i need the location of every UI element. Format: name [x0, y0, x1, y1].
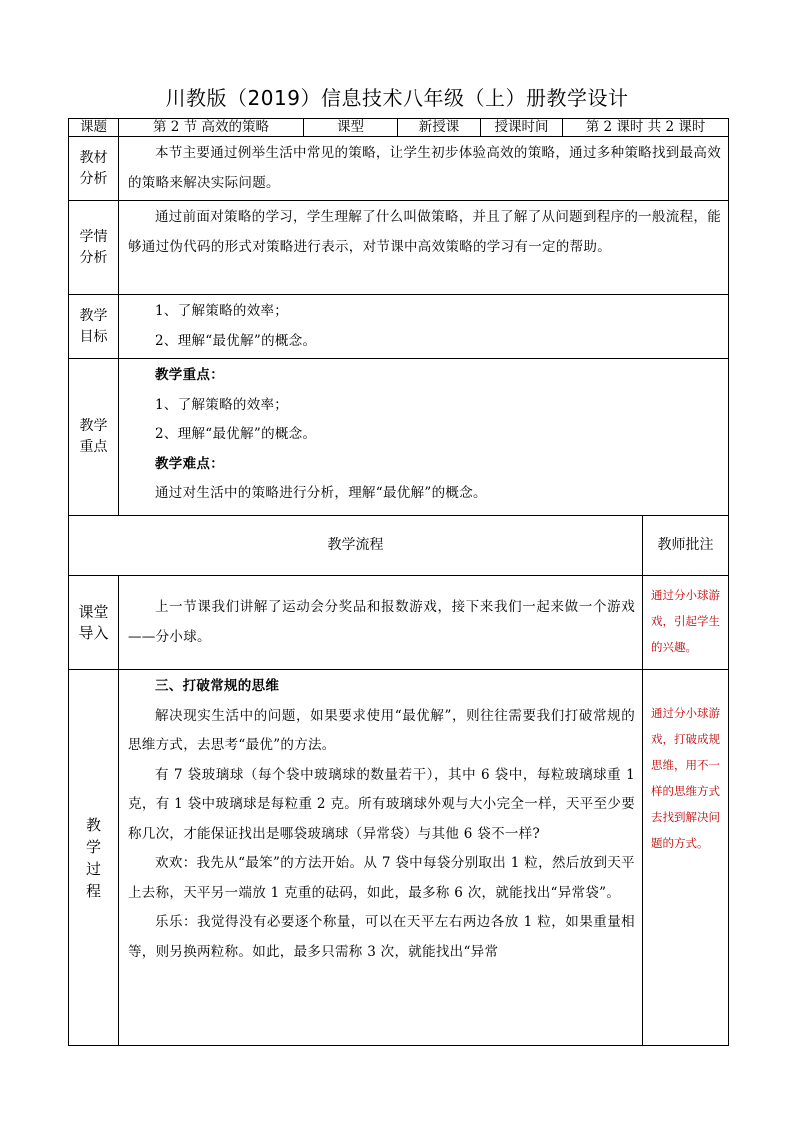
material-row [69, 137, 729, 201]
material-text: 本节主要通过例举生活中常见的策略，让学生初步体验高效的策略，通过多种策略找到最高效的策略来解决实际问题。 [128, 145, 722, 191]
material-label: 教材 分析 [69, 137, 119, 201]
page-title: 川教版（2019）信息技术八年级（上）册教学设计 [165, 86, 629, 110]
students-row [69, 201, 729, 295]
time-label: 授课时间 [481, 119, 563, 137]
goal-item: 1、了解策略的效率； [155, 303, 289, 319]
students-text: 通过前面对策略的学习，学生理解了什么叫做策略，并且了解了从问题到程序的一般流程，能够通过伪代码的形式对策略进行表示，对节课中高效策略的学习有一定的帮助。 [128, 209, 722, 255]
difficulty-text: 通过对生活中的策略进行分析，理解“最优解”的概念。 [155, 485, 487, 501]
students-label: 学情 分析 [69, 201, 119, 295]
intro-text: 上一节课我们讲解了运动会分奖品和报数游戏，接下来我们一起来做一个游戏——分小球。 [128, 599, 635, 645]
process-heading: 三、打破常规的思维 [155, 678, 280, 694]
type-label: 课型 [304, 119, 398, 137]
intro-row [69, 576, 729, 670]
process-paragraph: 有 7 袋玻璃球（每个袋中玻璃球的数量若干），其中 6 袋中，每粒玻璃球重 1 克，有 1 袋中玻璃球是每粒重 2 克。所有玻璃球外观与大小完全一样，天平至少要称几次，才能保证找出是哪袋玻璃球（异常袋）与其他 6 袋不一样? [128, 766, 635, 842]
topic-label: 课题 [69, 119, 119, 137]
process-paragraph: 解决现实生活中的问题，如果要求使用“最优解”，则往往需要我们打破常规的思维方式，去思考“最优”的方法。 [128, 707, 635, 753]
process-paragraph: 欢欢：我先从“最笨”的方法开始。从 7 袋中每袋分别取出 1 粒，然后放到天平上去称，天平另一端放 1 克重的砝码，如此，最多称 6 次，就能找出“异常袋”。 [128, 855, 635, 901]
difficulty-heading: 教学难点： [155, 455, 224, 472]
goals-row [69, 295, 729, 359]
topic-value: 第 2 节 高效的策略 [119, 119, 304, 137]
focus-item: 1、了解策略的效率； [155, 396, 289, 413]
flow-header-process: 教学流程 [69, 516, 643, 576]
keypoints-label: 教学 重点 [69, 359, 119, 516]
flow-header-row [69, 516, 729, 576]
goals-label: 教学 目标 [69, 295, 119, 359]
flow-header-notes: 教师批注 [643, 516, 729, 576]
goal-item: 2、理解“最优解”的概念。 [155, 332, 317, 349]
process-note: 通过分小球游戏，打破成规思维，用不一样的思维方式去找到解决问题的方式。 [643, 670, 729, 1046]
type-value: 新授课 [398, 119, 481, 137]
focus-heading: 教学重点： [155, 367, 224, 383]
process-label: 教 学 过 程 [69, 670, 119, 1046]
time-value: 第 2 课时 共 2 课时 [563, 119, 729, 137]
intro-note: 通过分小球游戏，引起学生的兴趣。 [643, 576, 729, 670]
header-row [69, 119, 729, 137]
process-paragraph: 乐乐：我觉得没有必要逐个称量，可以在天平左右两边各放 1 粒，如果重量相等，则另换两粒称。如此，最多只需称 3 次，就能找出“异常 [128, 914, 635, 960]
focus-item: 2、理解“最优解”的概念。 [155, 426, 317, 442]
intro-label: 课堂 导入 [69, 576, 119, 670]
lesson-plan-table [68, 118, 729, 1046]
keypoints-row [69, 359, 729, 516]
process-row [69, 670, 729, 1046]
